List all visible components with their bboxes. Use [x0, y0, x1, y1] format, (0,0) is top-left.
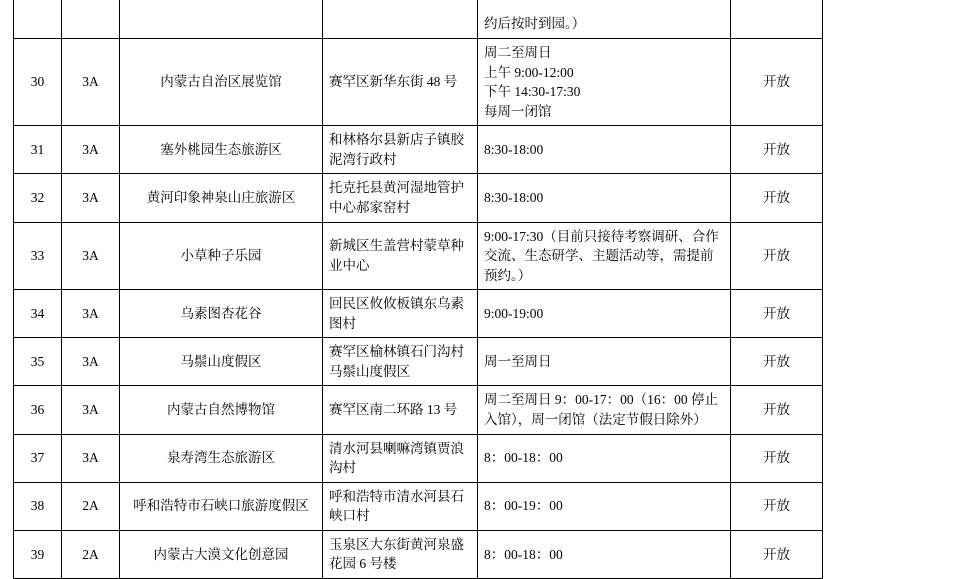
cell-opening-time: 8：00-19：00 [478, 482, 731, 530]
table-row [14, 386, 823, 434]
cell-name [120, 0, 323, 39]
time-line: 上午 9:00-12:00 [484, 64, 574, 80]
cell-address: 呼和浩特市清水河县石峡口村 [323, 482, 478, 530]
cell-index: 38 [14, 482, 62, 530]
cell-opening-time: 周一至周日 [478, 338, 731, 386]
cell-index: 39 [14, 530, 62, 578]
cell-status: 开放 [731, 290, 823, 338]
cell-address: 赛罕区新华东街 48 号 [323, 39, 478, 126]
cell-opening-time: 9:00-19:00 [478, 290, 731, 338]
cell-address [323, 0, 478, 39]
table-row [14, 290, 823, 338]
cell-opening-time: 8：00-18：00 [478, 434, 731, 482]
table-row [14, 222, 823, 290]
cell-opening-time [478, 39, 731, 126]
cell-opening-time: 约后按时到园。） [478, 0, 731, 39]
cell-name: 内蒙古大漠文化创意园 [120, 530, 323, 578]
cell-address: 和林格尔县新店子镇胶泥湾行政村 [323, 126, 478, 174]
cell-address: 新城区生盖营村蒙草种业中心 [323, 222, 478, 290]
cell-level: 2A [62, 482, 120, 530]
table-row [14, 482, 823, 530]
cell-status: 开放 [731, 126, 823, 174]
cell-level: 3A [62, 290, 120, 338]
cell-status: 开放 [731, 434, 823, 482]
cell-name: 马鬃山度假区 [120, 338, 323, 386]
cell-level: 3A [62, 434, 120, 482]
cell-index: 34 [14, 290, 62, 338]
cell-name: 呼和浩特市石峡口旅游度假区 [120, 482, 323, 530]
table-row [14, 338, 823, 386]
cell-level: 3A [62, 174, 120, 222]
cell-opening-time: 周二至周日 9：00-17：00（16：00 停止入馆），周一闭馆（法定节假日除外） [478, 386, 731, 434]
cell-status: 开放 [731, 338, 823, 386]
cell-name: 塞外桃园生态旅游区 [120, 126, 323, 174]
cell-opening-time: 9:00-17:30（目前只接待考察调研、合作交流、生态研学、主题活动等，需提前预约。） [478, 222, 731, 290]
cell-status: 开放 [731, 39, 823, 126]
time-line: 下午 14:30-17:30 [484, 84, 581, 100]
cell-level: 2A [62, 530, 120, 578]
table-row [14, 174, 823, 222]
cell-opening-time: 8:30-18:00 [478, 174, 731, 222]
cell-address: 赛罕区南二环路 13 号 [323, 386, 478, 434]
cell-opening-time: 8：00-18：00 [478, 530, 731, 578]
cell-name: 黄河印象神泉山庄旅游区 [120, 174, 323, 222]
cell-address: 托克托县黄河湿地管护中心郝家窑村 [323, 174, 478, 222]
cell-level: 3A [62, 39, 120, 126]
cell-level: 3A [62, 386, 120, 434]
cell-name: 小草种子乐园 [120, 222, 323, 290]
table-row [14, 39, 823, 126]
table-row [14, 126, 823, 174]
cell-opening-time: 8:30-18:00 [478, 126, 731, 174]
table-body [14, 0, 823, 578]
cell-level: 3A [62, 126, 120, 174]
cell-status: 开放 [731, 386, 823, 434]
cell-index: 31 [14, 126, 62, 174]
cell-name: 乌素图杏花谷 [120, 290, 323, 338]
cell-name: 内蒙古自治区展览馆 [120, 39, 323, 126]
cell-index: 33 [14, 222, 62, 290]
cell-level [62, 0, 120, 39]
cell-index: 32 [14, 174, 62, 222]
cell-name: 泉寿湾生态旅游区 [120, 434, 323, 482]
time-line: 每周一闭馆 [484, 103, 552, 119]
cell-level: 3A [62, 338, 120, 386]
time-line: 周二至周日 [484, 45, 552, 60]
cell-address: 清水河县喇嘛湾镇贾浪沟村 [323, 434, 478, 482]
cell-status [731, 0, 823, 39]
cell-address: 玉泉区大东街黄河泉盛花园 6 号楼 [323, 530, 478, 578]
cell-status: 开放 [731, 530, 823, 578]
cell-status: 开放 [731, 174, 823, 222]
cell-address: 赛罕区榆林镇石门沟村马鬃山度假区 [323, 338, 478, 386]
table-row [14, 434, 823, 482]
cell-index [14, 0, 62, 39]
cell-index: 37 [14, 434, 62, 482]
cell-level: 3A [62, 222, 120, 290]
cell-status: 开放 [731, 482, 823, 530]
scenic-spots-table [13, 0, 823, 579]
cell-status: 开放 [731, 222, 823, 290]
cell-address: 回民区攸攸板镇东乌素图村 [323, 290, 478, 338]
cell-index: 36 [14, 386, 62, 434]
cell-name: 内蒙古自然博物馆 [120, 386, 323, 434]
cell-index: 35 [14, 338, 62, 386]
cell-index: 30 [14, 39, 62, 126]
table-row-partial [14, 0, 823, 39]
table-row [14, 530, 823, 578]
